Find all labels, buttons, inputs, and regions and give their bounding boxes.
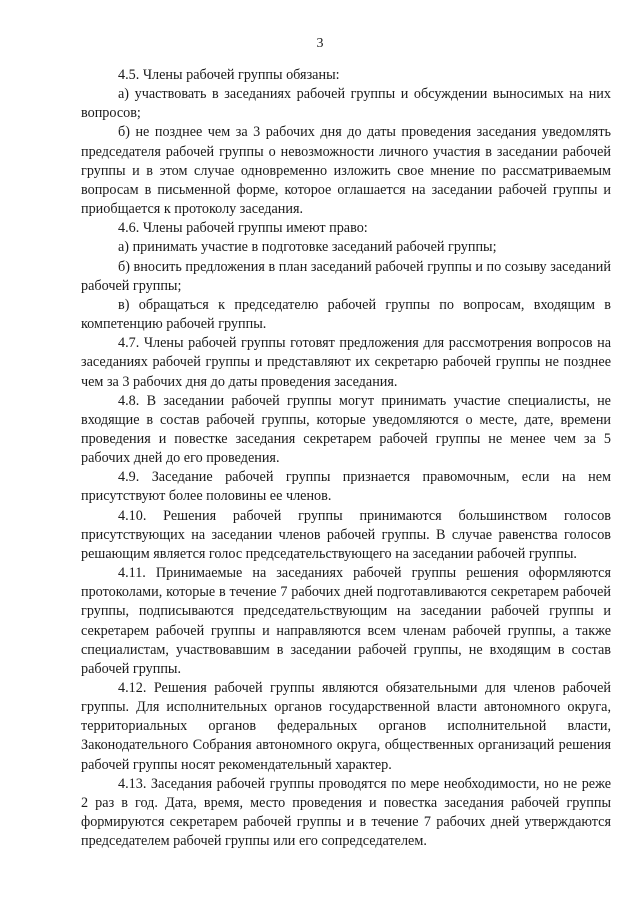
paragraph-4-5: 4.5. Члены рабочей группы обязаны: <box>118 67 340 83</box>
paragraph-4-6: 4.6. Члены рабочей группы имеют право: <box>118 220 368 237</box>
paragraph-4-6-b: б) вносить предложения в план заседаний рабочей группы и по созыву заседаний рабочей группы; <box>81 258 611 294</box>
paragraph-4-12: 4.12. Решения рабочей группы являются обязательными для членов рабочей группы. Для исполнительных органов государственной власти автономного округа, территориальных органов федеральных органов исполнительной власти, Законодательного Собрания автономного округа, общественных организаций решения рабочей группы носят рекомендательный характер. <box>81 680 611 773</box>
paragraph-4-8: 4.8. В заседании рабочей группы могут принимать участие специалисты, не входящие в состав рабочей группы, которые уведомляются о месте, дате, времени проведения и повестке заседания секретарем рабочей группы не менее чем за 5 рабочих дней до его проведения. <box>81 392 611 467</box>
paragraph-4-5-a: а) участвовать в заседаниях рабочей группы и обсуждении выносимых на них вопросов; <box>81 86 611 122</box>
paragraph-4-6-v: в) обращаться к председателю рабочей группы по вопросам, входящим в компетенцию рабочей группы. <box>81 296 611 333</box>
document-body <box>81 66 611 851</box>
paragraph-4-5-b: б) не позднее чем за 3 рабочих дня до даты проведения заседания уведомлять председателя рабочей группы о невозможности личного участия в заседании рабочей группы и в этом случае одновременно изложить свое мнение по рассматриваемым вопросам в письменной форме, которое оглашается на заседании рабочей группы и приобщается к протоколу заседания. <box>81 124 611 218</box>
paragraph-4-9: 4.9. Заседание рабочей группы признается правомочным, если на нем присутствуют более половины ее членов. <box>81 469 611 505</box>
paragraph-4-7: 4.7. Члены рабочей группы готовят предложения для рассмотрения вопросов на заседаниях рабочей группы и представляют их секретарю рабочей группы не позднее чем за 3 рабочих дня до даты проведения заседания. <box>81 335 611 390</box>
paragraph-4-11: 4.11. Принимаемые на заседаниях рабочей группы решения оформляются протоколами, которые в течение 7 рабочих дней подготавливаются секретарем рабочей группы, подписываются председательствующим на заседании рабочей группы и секретарем рабочей группы и направляются всем членам рабочей группы, а также специалистам, участвовавшим в заседании рабочей группы, не входящим в состав рабочей группы. <box>81 565 611 677</box>
paragraph-4-13: 4.13. Заседания рабочей группы проводятся по мере необходимости, но не реже 2 раз в год. Дата, время, место проведения и повестка заседания рабочей группы формируются секретарем рабочей группы и в течение 7 рабочих дней утверждаются председателем рабочей группы или его сопредседателем. <box>81 775 611 850</box>
paragraph-4-10: 4.10. Решения рабочей группы принимаются большинством голосов присутствующих на заседании членов рабочей группы. В случае равенства голосов решающим является голос председательствующего на заседании рабочей группы. <box>81 507 611 562</box>
page-number: 3 <box>316 36 324 51</box>
paragraph-4-6-a: а) принимать участие в подготовке заседаний рабочей группы; <box>118 239 497 256</box>
